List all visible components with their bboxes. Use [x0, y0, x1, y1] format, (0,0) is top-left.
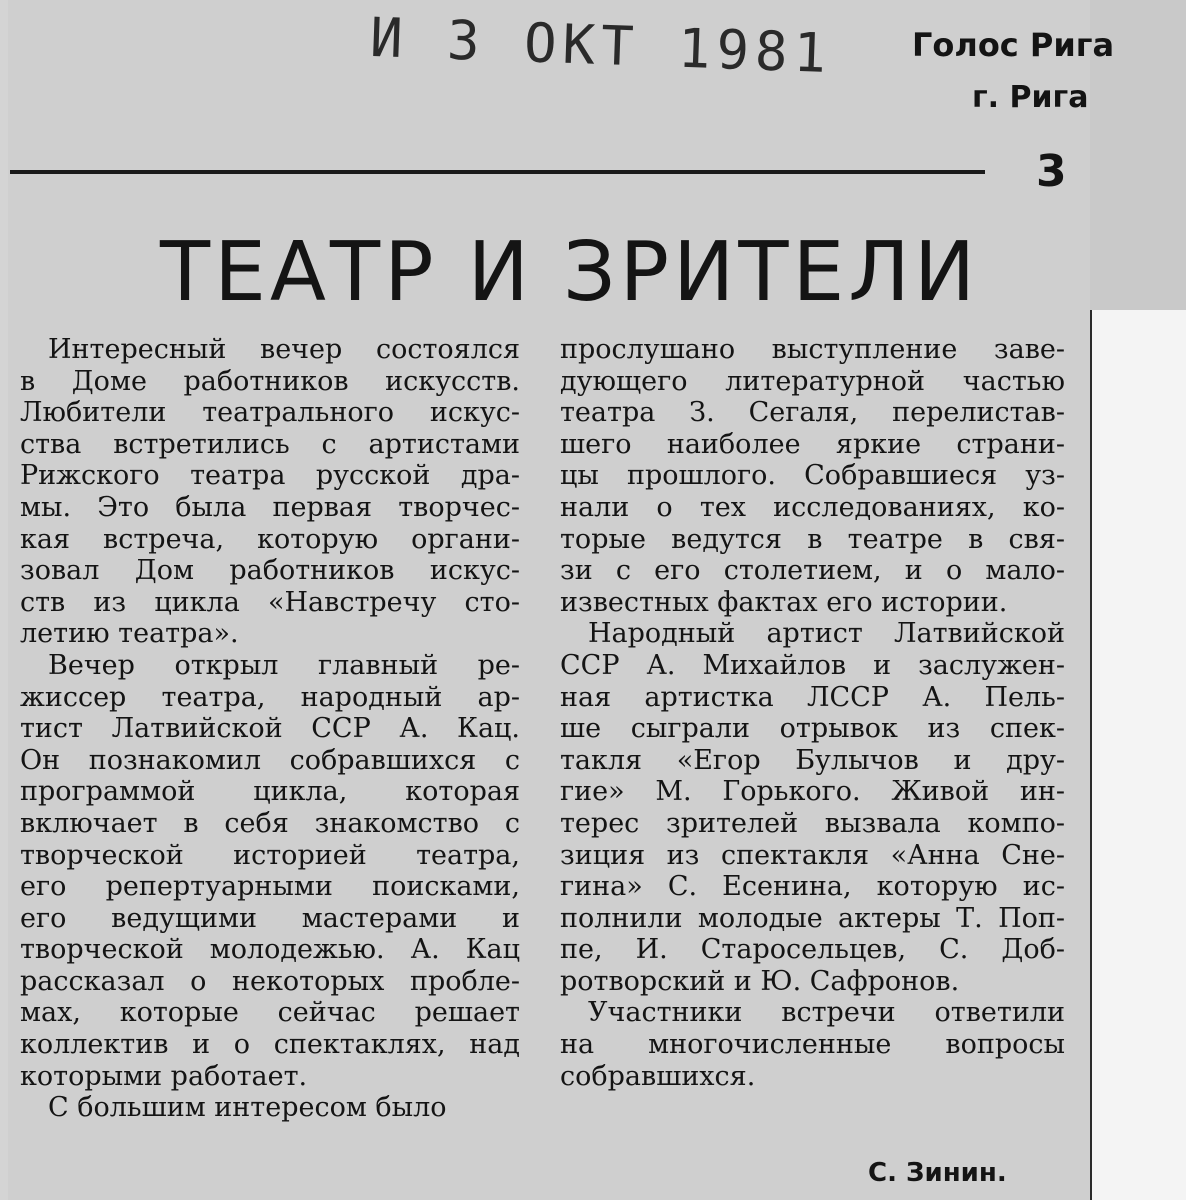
article-line: ств из цикла «Навстречу сто-	[20, 586, 520, 618]
article-line: творческой историей театра,	[20, 839, 520, 871]
newspaper-name: Голос Рига	[912, 26, 1115, 64]
newspaper-city: г. Рига	[972, 80, 1089, 115]
header-rule	[10, 170, 985, 174]
article-line: терес зрителей вызвала компо-	[560, 807, 1065, 839]
article-line: мах, которые сейчас решает	[20, 997, 520, 1029]
article-line: рассказал о некоторых пробле-	[20, 965, 520, 997]
article-line: зовал Дом работников искус-	[20, 555, 520, 587]
article-line: шего наиболее яркие страни-	[560, 428, 1065, 460]
article-line: ротворский и Ю. Сафронов.	[560, 965, 960, 997]
article-column-right	[560, 334, 1065, 1092]
article-line: известных фактах его истории.	[560, 586, 1008, 618]
article-line: программой цикла, которая	[20, 776, 520, 808]
article-line: ная артистка ЛССР А. Пель-	[560, 681, 1065, 713]
page-number: 3	[1036, 146, 1067, 197]
article-line: на многочисленные вопросы	[560, 1029, 1065, 1061]
article-line: ССР А. Михайлов и заслужен-	[560, 649, 1065, 681]
article-headline: ТЕАТР И ЗРИТЕЛИ	[160, 225, 980, 320]
article-line: мы. Это была первая творчес-	[20, 491, 520, 523]
article-line: театра З. Сегаля, перелистав-	[560, 397, 1065, 429]
article-line: Интересный вечер состоялся	[48, 334, 520, 365]
article-line: летию театра».	[20, 618, 239, 650]
article-line: его репертуарными поисками,	[20, 871, 520, 903]
article-line: включает в себя знакомство с	[20, 807, 520, 839]
article-line: торые ведутся в театре в свя-	[560, 523, 1065, 555]
article-line: коллектив и о спектаклях, над	[20, 1029, 520, 1061]
article-line: которыми работает.	[20, 1060, 308, 1092]
article-line: Народный артист Латвийской	[588, 618, 1065, 650]
article-line: Любители театрального искус-	[20, 397, 520, 429]
article-line: полнили молодые актеры Т. Поп-	[560, 902, 1065, 934]
article-line: его ведущими мастерами и	[20, 902, 520, 934]
author-signature: С. Зинин.	[868, 1158, 1007, 1188]
article-line: Рижского театра русской дра-	[20, 460, 520, 492]
article-line: гина» С. Есенина, которую ис-	[560, 871, 1065, 903]
article-line: дующего литературной частью	[560, 365, 1065, 397]
article-column-left	[20, 334, 520, 1124]
article-line: творческой молодежью. А. Кац	[20, 934, 520, 966]
article-line: цы прошлого. Собравшиеся уз-	[560, 460, 1065, 492]
article-line: прослушано выступление заве-	[560, 334, 1065, 365]
date-stamp: И 3 ОКТ 1981	[369, 5, 834, 86]
article-line: такля «Егор Булычов и дру-	[560, 744, 1065, 776]
article-line: в Доме работников искусств.	[20, 365, 520, 397]
article-line: собравшихся.	[560, 1060, 756, 1092]
article-line: С большим интересом было	[48, 1092, 447, 1124]
article-line: Вечер открыл главный ре-	[48, 649, 520, 681]
article-line: пе, И. Старосельцев, С. Доб-	[560, 934, 1065, 966]
article-line: тист Латвийской ССР А. Кац.	[20, 713, 520, 745]
article-line: жиссер театра, народный ар-	[20, 681, 520, 713]
article-line: Участники встречи ответили	[588, 997, 1065, 1029]
article-line: зи с его столетием, и о мало-	[560, 555, 1065, 587]
blank-paper-area	[1090, 310, 1186, 1200]
article-line: ше сыграли отрывок из спек-	[560, 713, 1065, 745]
article-line: нали о тех исследованиях, ко-	[560, 491, 1065, 523]
article-line: Он познакомил собравшихся с	[20, 744, 520, 776]
article-line: ства встретились с артистами	[20, 428, 520, 460]
article-line: кая встреча, которую органи-	[20, 523, 520, 555]
article-line: гие» М. Горького. Живой ин-	[560, 776, 1065, 808]
article-line: зиция из спектакля «Анна Сне-	[560, 839, 1065, 871]
